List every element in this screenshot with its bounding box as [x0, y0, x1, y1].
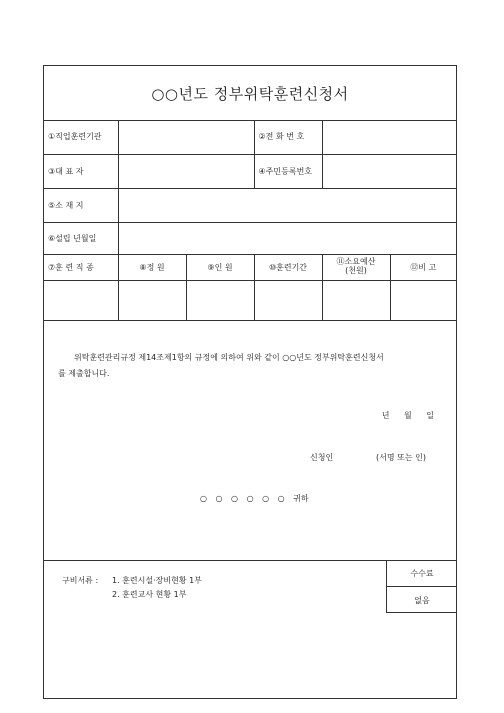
phone-field[interactable] — [322, 120, 456, 154]
period-header: ⑩훈련기간 — [254, 254, 322, 280]
required-documents — [62, 574, 202, 602]
representative-label: ③대 표 자 — [44, 154, 118, 188]
attachments-section — [44, 560, 456, 698]
phone-label: ②전 화 번 호 — [254, 120, 322, 154]
application-form — [43, 65, 457, 699]
statement-line1: 위탁훈련관리규정 제14조제1항의 규정에 의하여 위와 같이 ○○년도 정부위탁훈련신청서 — [74, 353, 384, 362]
document-item-2: 2. 훈련교사 현황 1부 — [112, 590, 187, 599]
resident-no-label: ④주민등록번호 — [254, 154, 322, 188]
fee-value: 없음 — [414, 595, 430, 605]
statement-section — [44, 324, 456, 561]
location-field[interactable] — [118, 188, 456, 222]
remarks-header: ⑫비 고 — [390, 254, 456, 280]
resident-no-field[interactable] — [322, 154, 456, 188]
applicant-label: 신청인 — [310, 453, 334, 462]
form-fields-table — [44, 120, 456, 321]
training-type-field[interactable] — [44, 280, 118, 320]
quota-field[interactable] — [118, 280, 186, 320]
required-documents-label: 구비서류 : — [62, 576, 99, 585]
signature-label: (서명 또는 인) — [376, 453, 426, 462]
founded-field[interactable] — [118, 222, 456, 254]
budget-header-line1: ⑪소요예산 — [336, 257, 376, 267]
institution-field[interactable] — [118, 120, 254, 154]
form-title: ○○년도 정부위탁훈련신청서 — [44, 66, 456, 121]
quota-header: ⑧정 원 — [118, 254, 186, 280]
remarks-field[interactable] — [390, 280, 456, 320]
budget-header-line2: (천원) — [345, 266, 367, 275]
addressee: ○ ○ ○ ○ ○ ○ 귀하 — [200, 494, 309, 503]
institution-label: ①직업훈련기관 — [44, 120, 118, 154]
budget-field[interactable] — [322, 280, 390, 320]
fee-label: 수수료 — [387, 560, 457, 587]
fee-box — [386, 560, 457, 613]
representative-field[interactable] — [118, 154, 254, 188]
training-type-header: ⑦훈 련 직 종 — [44, 254, 118, 280]
budget-header — [322, 254, 390, 280]
date-line: 년 월 일 — [381, 411, 434, 420]
statement-text — [58, 350, 448, 382]
statement-line2: 를 제출합니다. — [58, 369, 110, 378]
period-field[interactable] — [254, 280, 322, 320]
location-label: ⑤소 재 지 — [44, 188, 118, 222]
headcount-header: ⑨인 원 — [186, 254, 254, 280]
document-item-1: 1. 훈련시설·장비현황 1부 — [112, 576, 202, 585]
founded-label: ⑥설립 년월일 — [44, 222, 118, 254]
headcount-field[interactable] — [186, 280, 254, 320]
